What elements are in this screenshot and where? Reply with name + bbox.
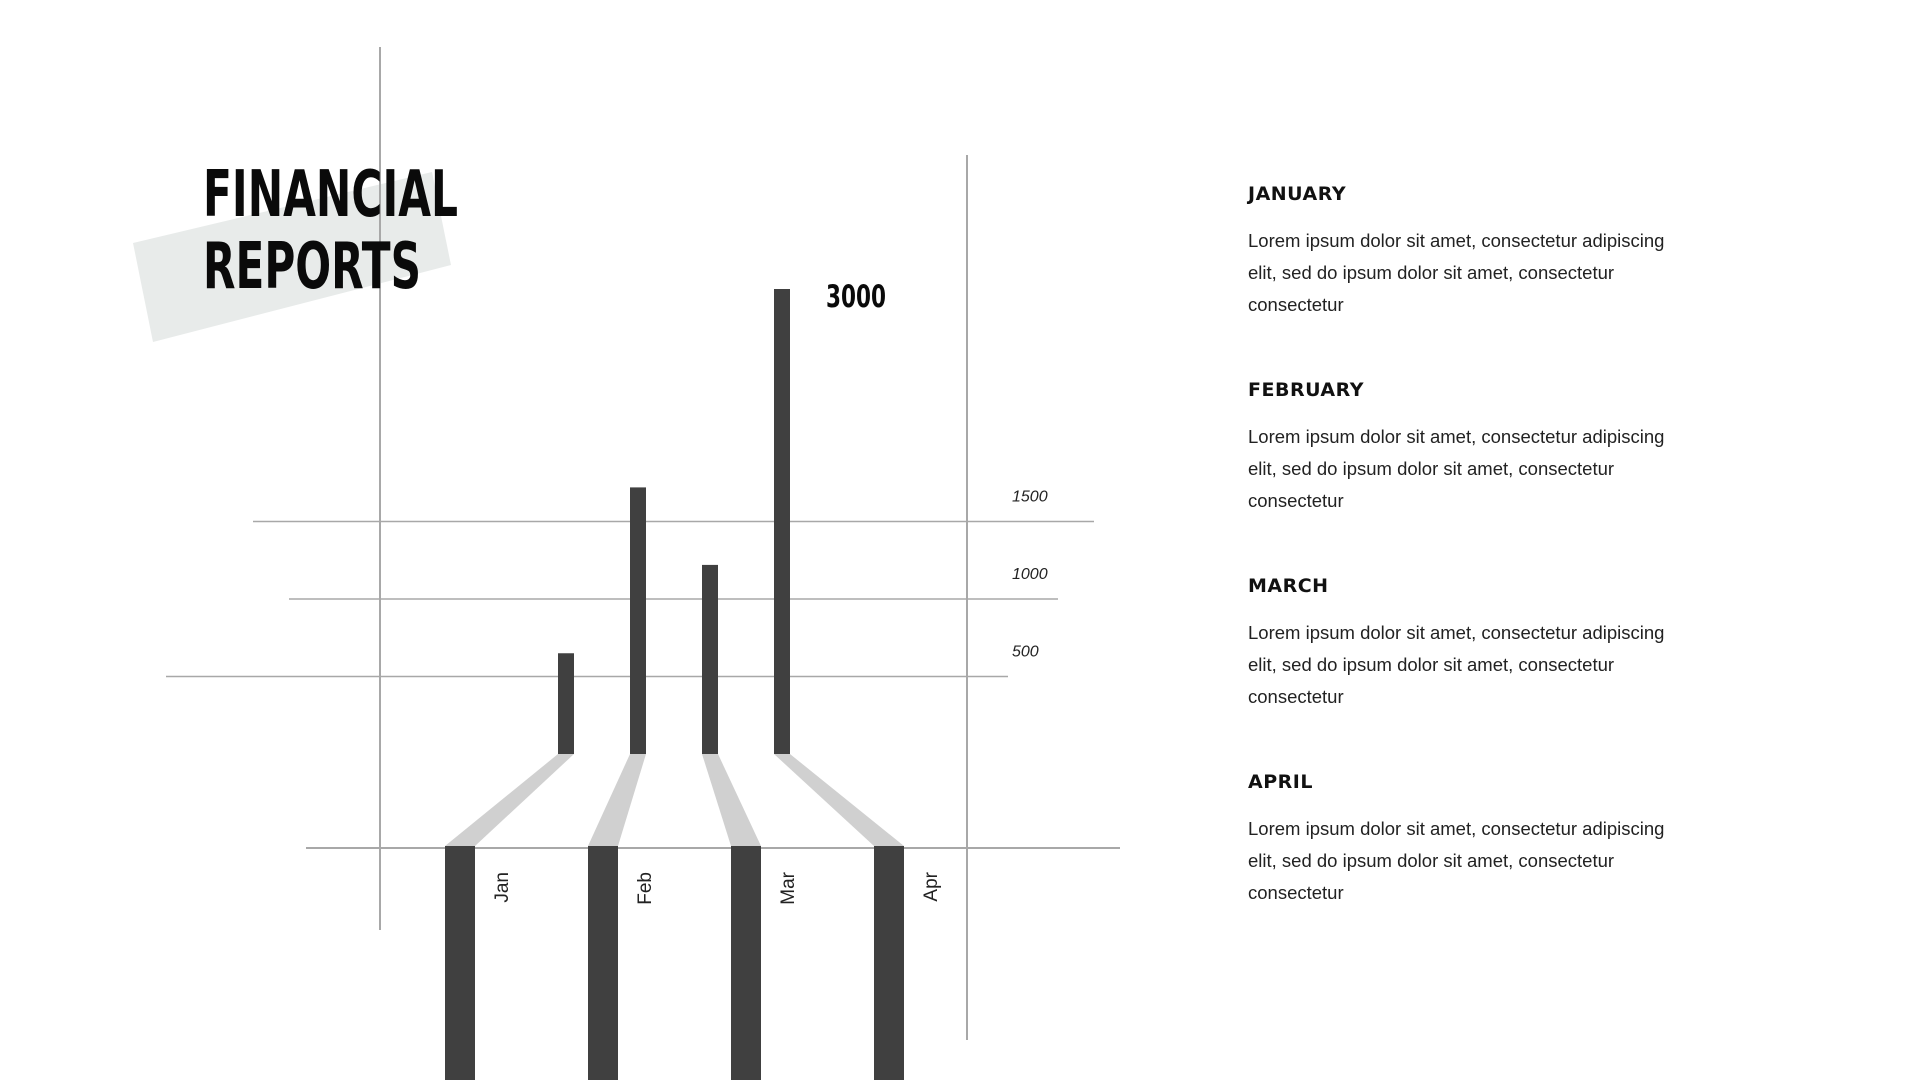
month-title: FEBRUARY <box>1248 379 1364 401</box>
bar-apr <box>774 289 790 754</box>
month-description: Lorem ipsum dolor sit amet, consectetur adipiscing elit, sed do ipsum dolor sit amet, consectetur consectetur <box>1248 426 1665 511</box>
bar-feb <box>630 487 646 754</box>
month-title: APRIL <box>1248 771 1313 793</box>
month-panel-april <box>1248 771 1688 909</box>
bar-jan <box>558 653 574 754</box>
base-bar-feb <box>588 846 618 1080</box>
category-label-jan: Jan <box>492 872 514 903</box>
bar-connector-jan <box>445 754 574 846</box>
month-description: Lorem ipsum dolor sit amet, consectetur adipiscing elit, sed do ipsum dolor sit amet, consectetur consectetur <box>1248 622 1665 707</box>
month-panel-february <box>1248 379 1688 517</box>
month-description: Lorem ipsum dolor sit amet, consectetur adipiscing elit, sed do ipsum dolor sit amet, consectetur consectetur <box>1248 230 1665 315</box>
month-panel-january <box>1248 183 1688 321</box>
title-line-2: REPORTS <box>203 230 421 304</box>
category-label-mar: Mar <box>778 872 800 905</box>
base-bar-jan <box>445 846 475 1080</box>
bar-connector-feb <box>588 754 646 846</box>
bar-connector-mar <box>702 754 761 846</box>
bar-mar <box>702 565 718 754</box>
category-label-feb: Feb <box>635 872 657 905</box>
title-line-1: FINANCIAL <box>203 158 458 232</box>
month-panel-march <box>1248 575 1688 713</box>
tick-label-1000: 1000 <box>1012 566 1048 583</box>
category-label-apr: Apr <box>921 872 943 902</box>
tick-label-500: 500 <box>1012 643 1039 661</box>
peak-value-label: 3000 <box>826 279 886 315</box>
base-bar-mar <box>731 846 761 1080</box>
tick-label-1500: 1500 <box>1012 488 1048 506</box>
month-title: MARCH <box>1248 575 1329 597</box>
month-description: Lorem ipsum dolor sit amet, consectetur adipiscing elit, sed do ipsum dolor sit amet, consectetur consectetur <box>1248 818 1665 903</box>
month-title: JANUARY <box>1248 183 1347 205</box>
base-bar-apr <box>874 846 904 1080</box>
bar-connector-apr <box>774 754 904 846</box>
